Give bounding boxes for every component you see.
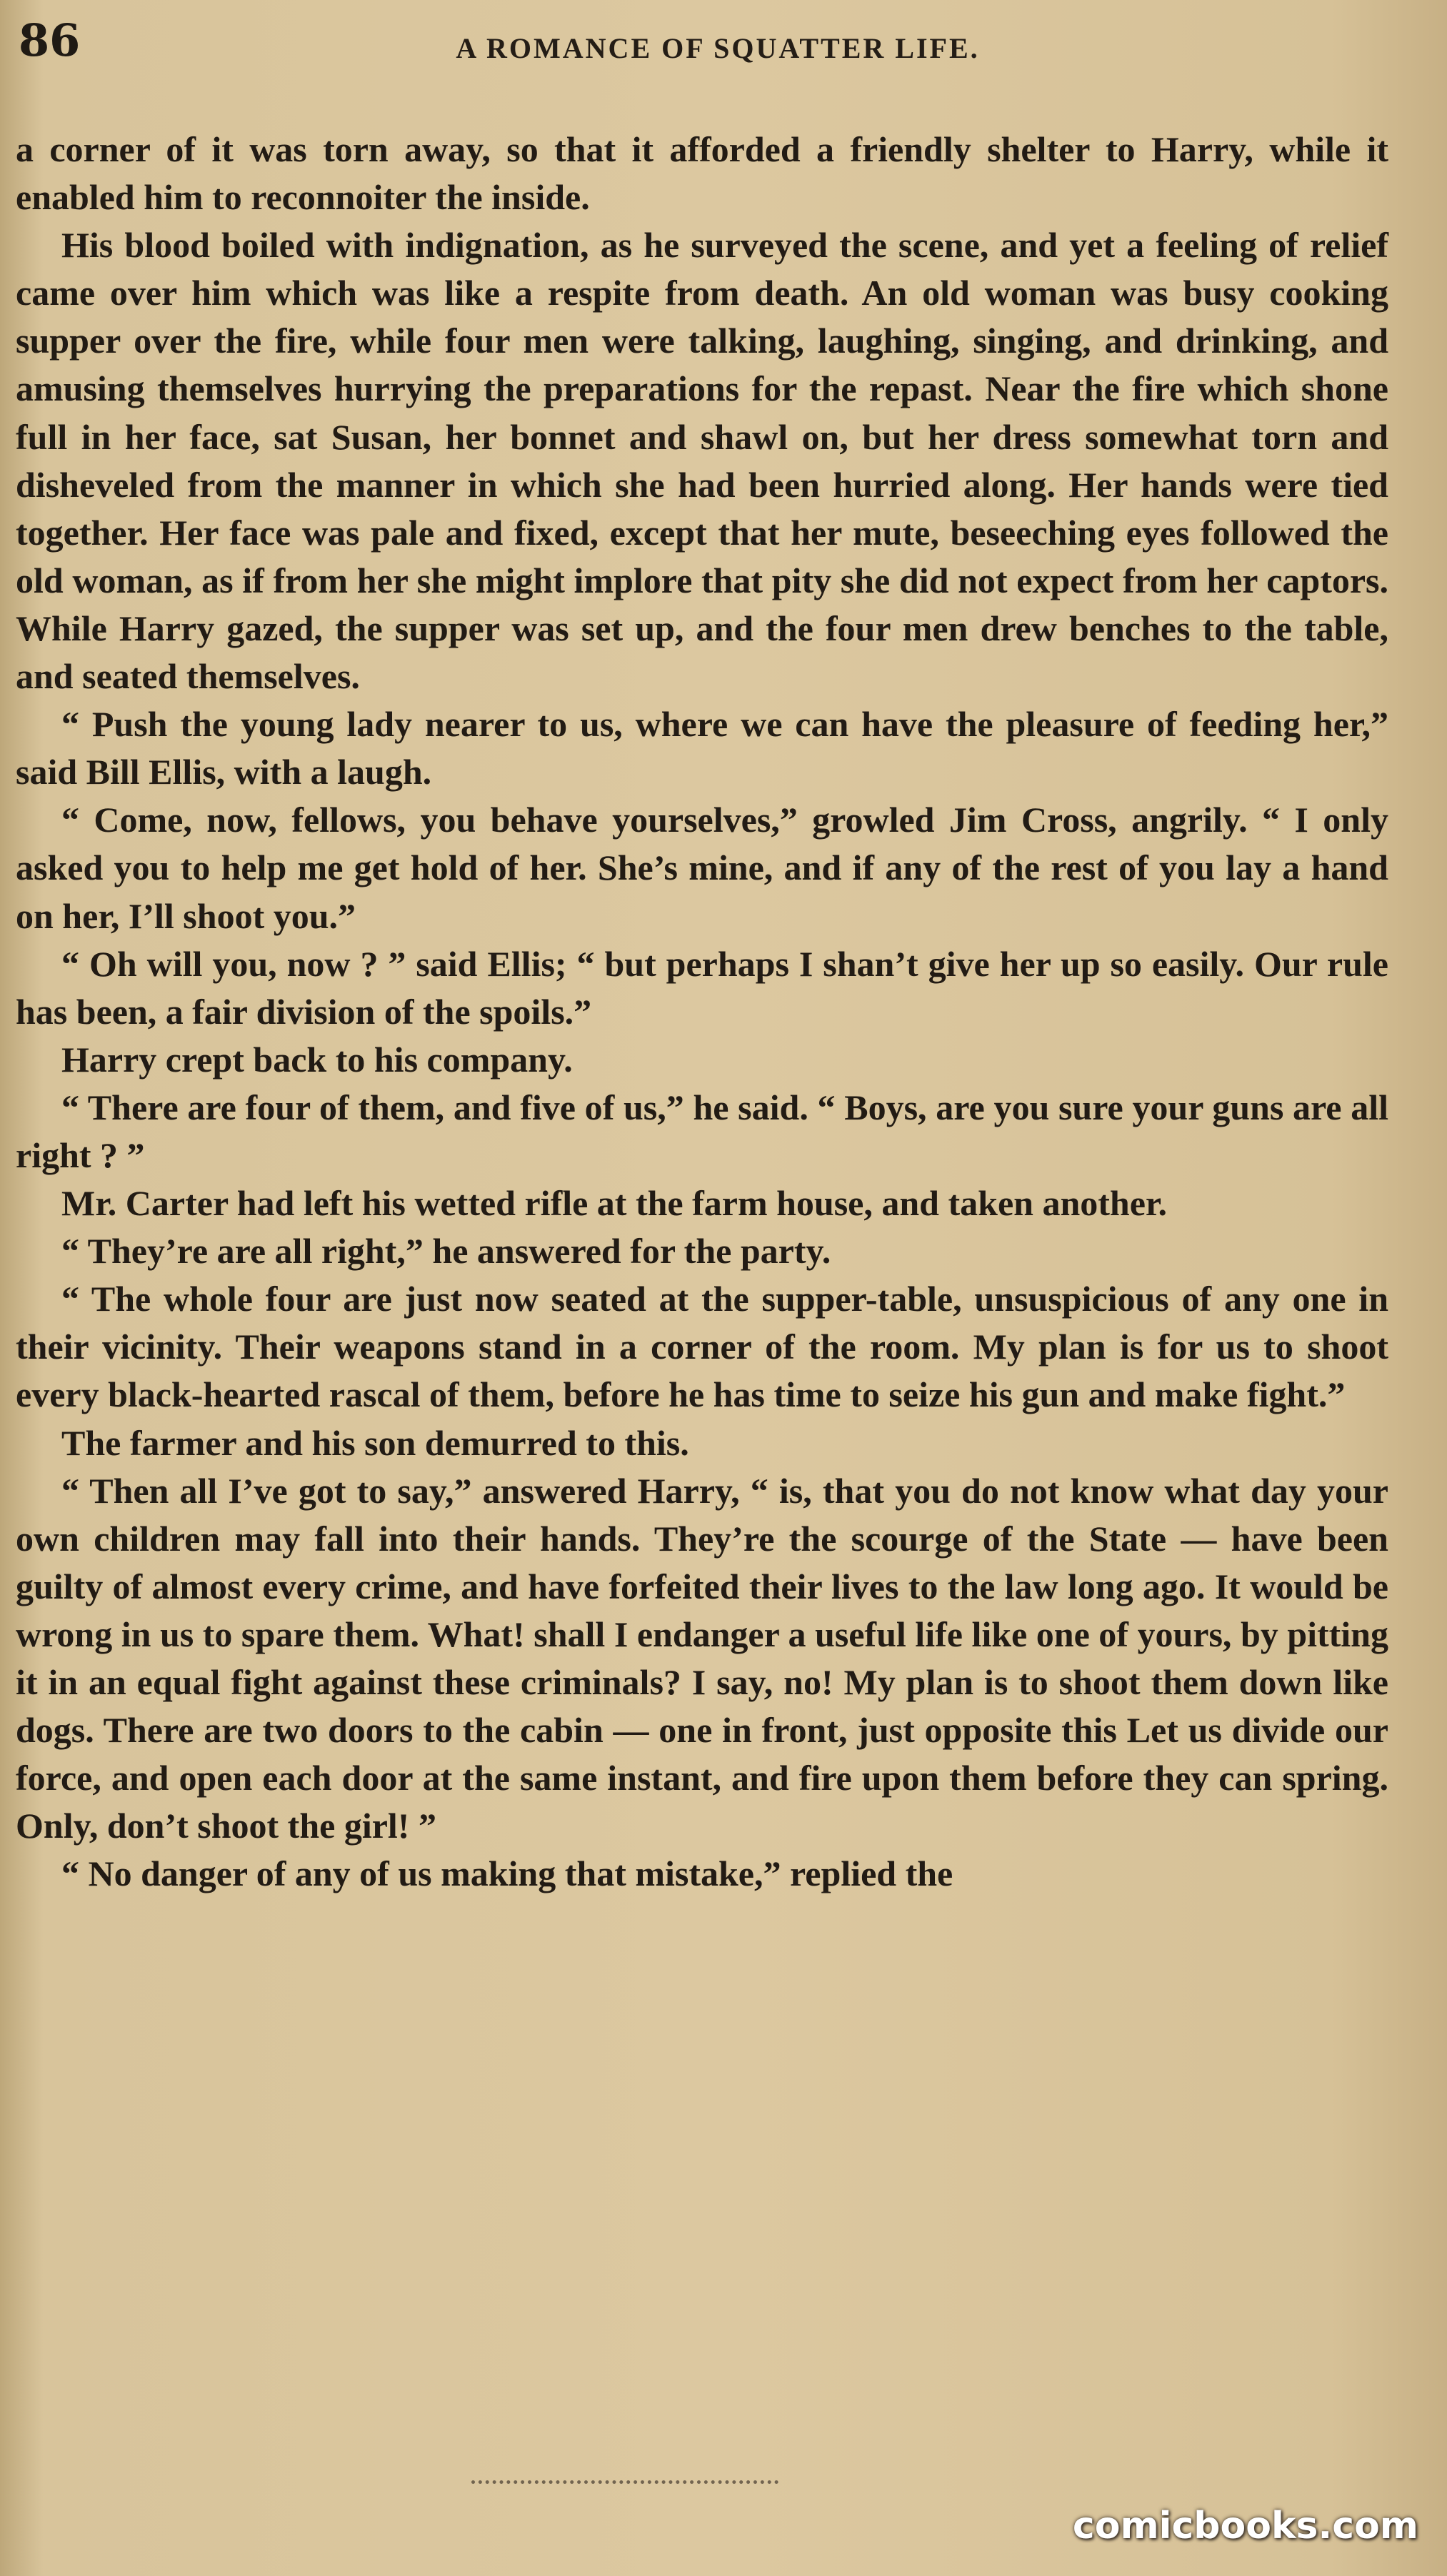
paragraph: a corner of it was torn away, so that it afforded a friendly shelter to Harry, while it enabled him to reconnoiter the inside. bbox=[16, 129, 1388, 218]
paragraph: “ Then all I’ve got to say,” answered Harry, “ is, that you do not know what day your own children may fall into their hands. They’re the scourge of the State — have been guilty of almost every crime, and have forfeited their lives to the law long ago. It would be wrong in us to spare them. What! shall I endanger a useful life like one of yours, by pitting it in an equal fight against these criminals? I say, no! My plan is to shoot them down like dogs. There are two doors to the cabin — one in front, just opposite this Let us divide our force, and open each door at the same instant, and fire upon them before they can spring. Only, don’t shoot the girl! ” bbox=[16, 1470, 1388, 1846]
page-header bbox=[14, 14, 1421, 86]
paragraph: “ The whole four are just now seated at the supper-table, unsuspicious of any one in their vicinity. Their weapons stand in a corner of the room. My plan is for us to shoot every black-hearted rascal of them, before he has time to seize his gun and make fight.” bbox=[16, 1279, 1388, 1415]
page-number: 86 bbox=[19, 14, 81, 66]
paragraph: The farmer and his son demurred to this. bbox=[61, 1422, 689, 1463]
running-head: A ROMANCE OF SQUATTER LIFE. bbox=[456, 32, 980, 64]
paragraph: “ There are four of them, and five of us,” he said. “ Boys, are you sure your guns are all right ? ” bbox=[16, 1087, 1388, 1175]
paragraph: “ No danger of any of us making that mistake,” replied the bbox=[61, 1853, 953, 1894]
watermark: comicbooks.com bbox=[1072, 2505, 1418, 2547]
paragraph: “ Push the young lady nearer to us, where we can have the pleasure of feeding her,” said Bill Ellis, with a laugh. bbox=[16, 704, 1388, 793]
paragraph: His blood boiled with indignation, as he surveyed the scene, and yet a feeling of relief came over him which was like a respite from death. An old woman was busy cooking supper over the fire, while four men were talking, laughing, singing, and drinking, and amusing themselves hurrying the preparations for the repast. Near the fire which shone full in her face, sat Susan, her bonnet and shawl on, but her dress somewhat torn and disheveled from the manner in which she had been hurried along. Her hands were tied together. Her face was pale and fixed, except that her mute, beseeching eyes followed the old woman, as if from her she might implore that pity she did not expect from her captors. While Harry gazed, the supper was set up, and the four men drew benches to the table, and seated themselves. bbox=[16, 225, 1388, 697]
paragraph: Mr. Carter had left his wetted rifle at the farm house, and taken another. bbox=[61, 1183, 1167, 1224]
paragraph: Harry crept back to his company. bbox=[61, 1039, 573, 1080]
paragraph: “ Oh will you, now ? ” said Ellis; “ but perhaps I shan’t give her up so easily. Our rule has been, a fair division of the spoils.” bbox=[16, 943, 1388, 1032]
footer-rule bbox=[471, 2480, 778, 2484]
body-text bbox=[16, 126, 1388, 1898]
paragraph: “ They’re are all right,” he answered for the party. bbox=[61, 1231, 831, 1272]
paragraph: “ Come, now, fellows, you behave yourselves,” growled Jim Cross, angrily. “ I only asked you to help me get hold of her. She’s mine, and if any of the rest of you lay a hand on her, I’ll shoot you.” bbox=[16, 800, 1388, 936]
